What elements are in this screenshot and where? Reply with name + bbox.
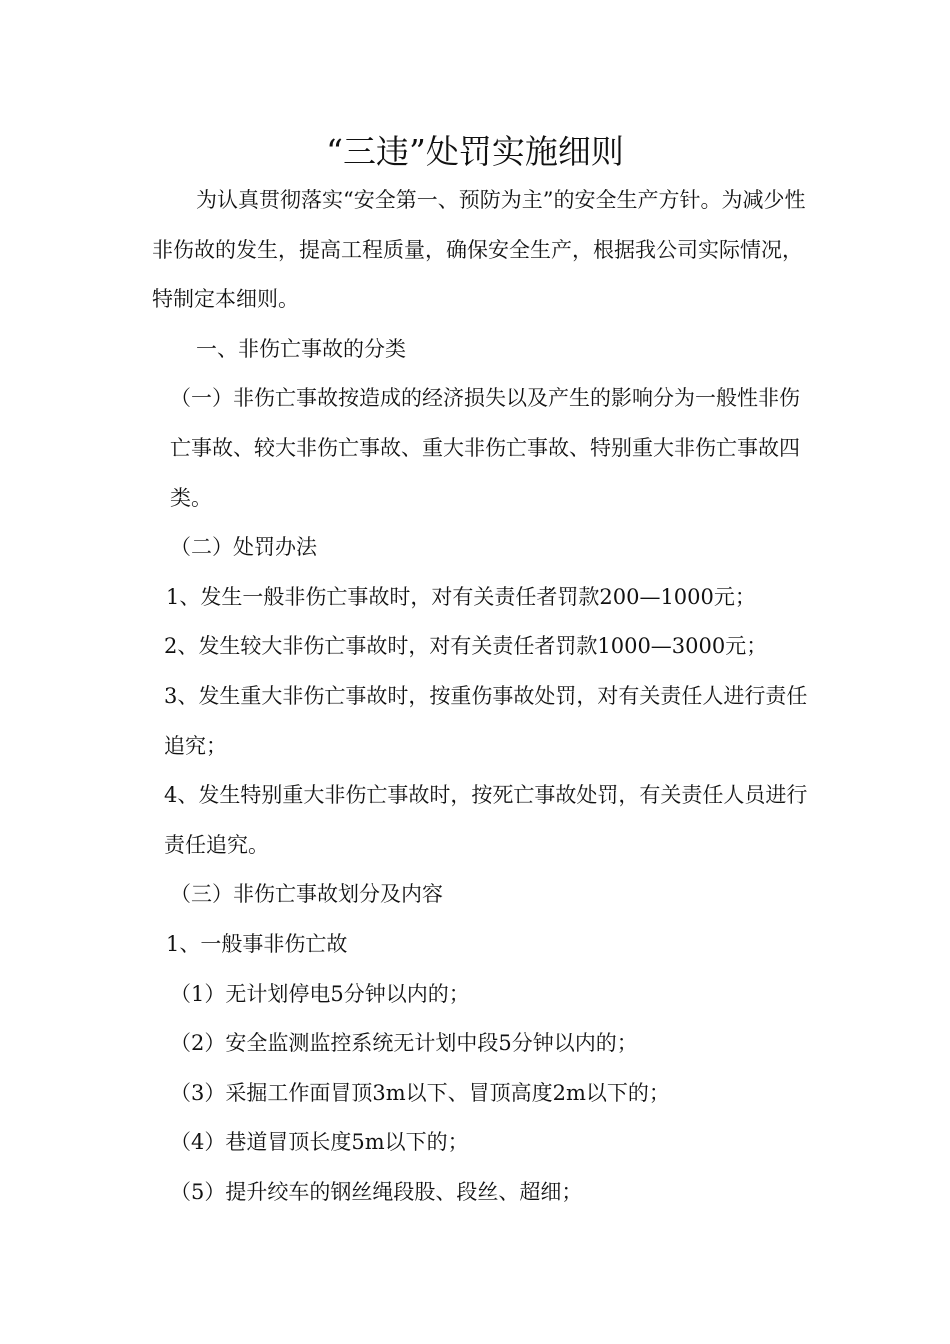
list-item-3: （3）采掘工作面冒顶3m以下、冒顶高度2m以下的；	[170, 1080, 670, 1105]
list-item-1: （1）无计划停电5分钟以内的；	[170, 981, 470, 1006]
subsection-2-heading: （二）处罚办法	[170, 535, 317, 560]
document-body	[152, 176, 812, 1217]
list-item-4: （4）巷道冒顶长度5m以下的；	[170, 1130, 469, 1155]
list-item-2: （2）安全监测监控系统无计划中段5分钟以内的；	[170, 1031, 638, 1056]
subsection-3-heading: （三）非伤亡事故划分及内容	[170, 882, 443, 907]
penalty-item-2: 2、发生较大非伤亡事故时，对有关责任者罚款1000—3000元；	[164, 634, 768, 659]
penalty-item-3: 3、发生重大非伤亡事故时，按重伤事故处罚，对有关责任人进行责任追究；	[164, 683, 808, 758]
penalty-item-4: 4、发生特别重大非伤亡事故时，按死亡事故处罚，有关责任人员进行责任追究。	[164, 783, 808, 857]
subsection-1-paragraph: （一）非伤亡事故按造成的经济损失以及产生的影响分为一般性非伤亡事故、较大非伤亡事故、重大非伤亡事故、特别重大非伤亡事故四类。	[170, 386, 800, 510]
category-heading-1: 1、一般事非伤亡故	[166, 931, 348, 956]
intro-paragraph: 为认真贯彻落实“安全第一、预防为主”的安全生产方针。为减少性非伤故的发生，提高工程质量，确保安全生产，根据我公司实际情况，特制定本细则。	[152, 188, 806, 312]
section-heading-1: 一、非伤亡事故的分类	[196, 336, 406, 361]
list-item-5: （5）提升绞车的钢丝绳段股、段丝、超细；	[170, 1179, 583, 1204]
penalty-item-1: 1、发生一般非伤亡事故时，对有关责任者罚款200—1000元；	[166, 584, 756, 609]
document-title: “三违”处罚实施细则	[326, 132, 624, 171]
